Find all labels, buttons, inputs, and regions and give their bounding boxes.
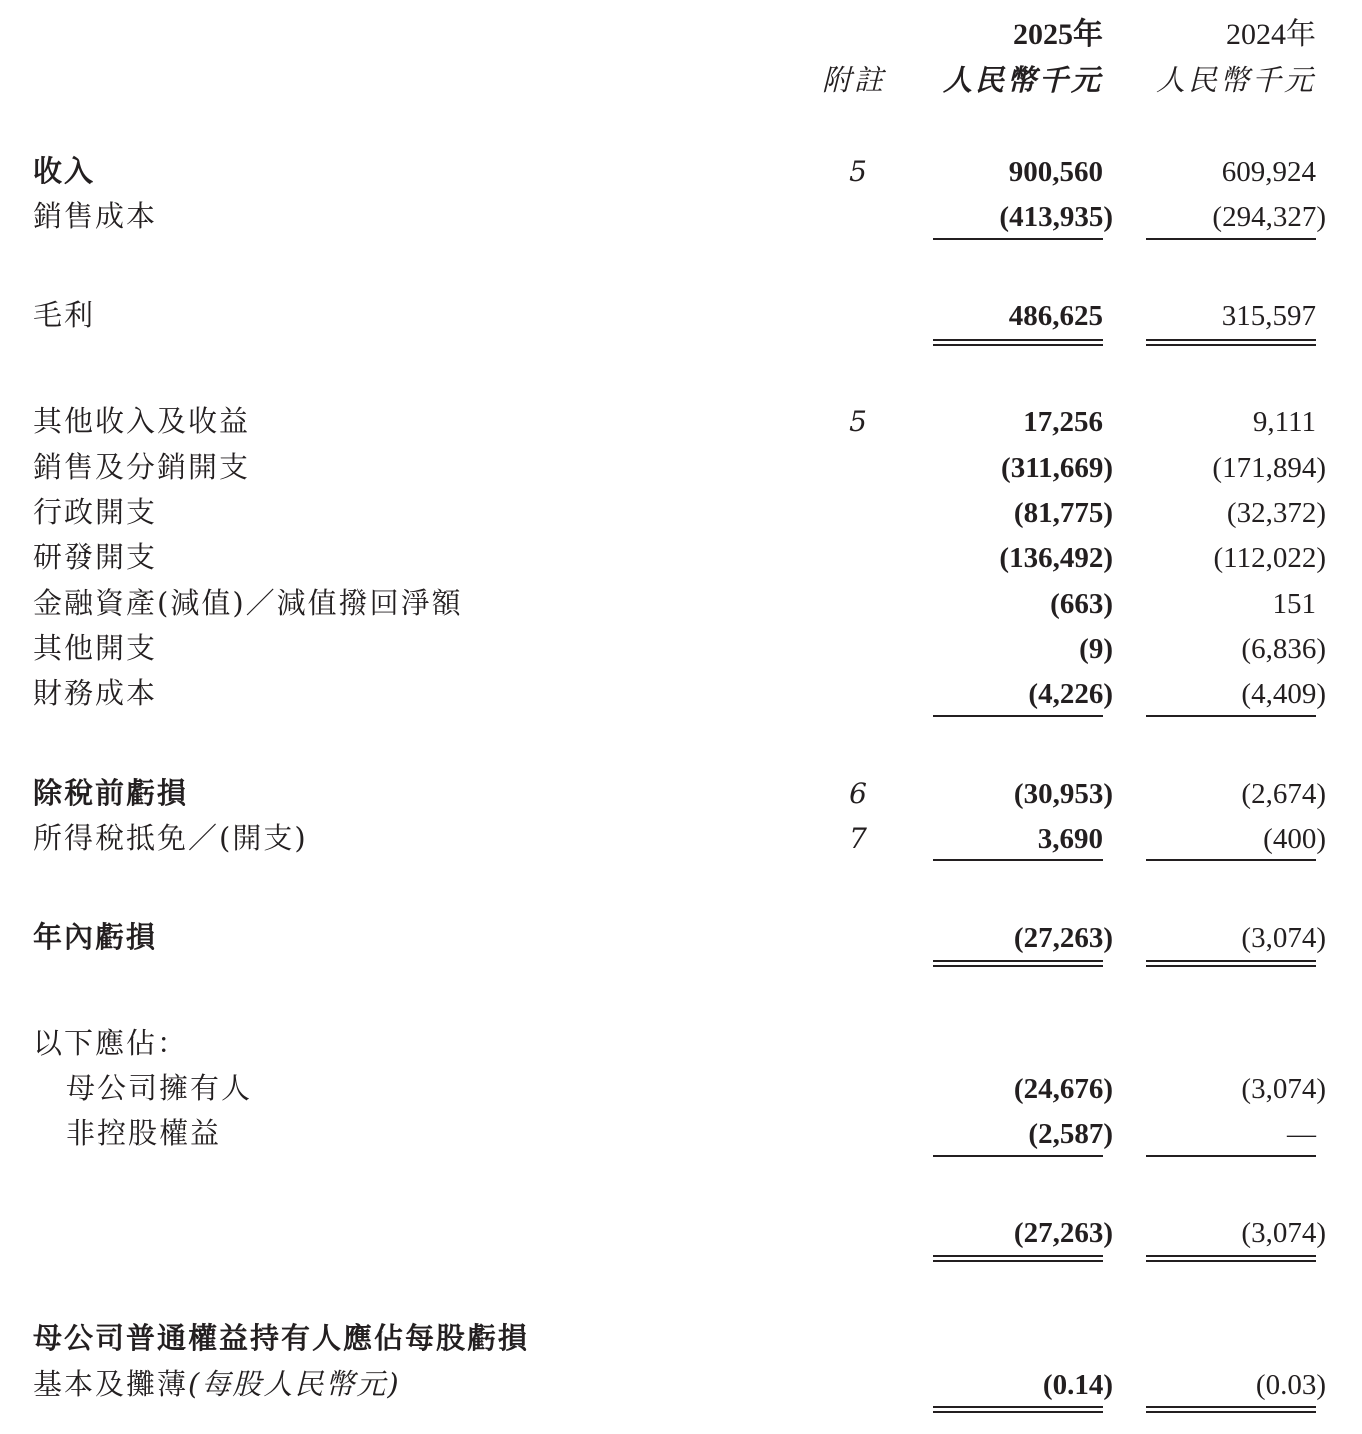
total-double-rule-2025 [933,1406,1103,1413]
value-2024-loss-before-tax: (2,674) [1241,778,1326,810]
value-2025-owners-of-parent: (24,676) [1013,1073,1113,1105]
value-2024-income-tax: (400) [1263,823,1326,855]
row-label-eps-heading: 母公司普通權益持有人應佔每股虧損 [33,1321,530,1355]
subtotal-rule-2024 [1146,238,1316,240]
row-note-revenue: 5 [849,155,867,188]
value-2025-finance-costs: (4,226) [1028,678,1113,710]
value-2025-income-tax: 3,690 [1037,823,1103,855]
value-2025-revenue: 900,560 [1008,156,1103,188]
row-note-loss-before-tax: 6 [849,777,867,810]
subtotal-rule-2024 [1146,859,1316,861]
value-2024-total-attributable: (3,074) [1241,1217,1326,1249]
value-2024-gross-profit: 315,597 [1221,300,1316,332]
value-2025-total-attributable: (27,263) [1013,1217,1113,1249]
value-2025-rd-expenses: (136,492) [999,542,1113,574]
row-label-revenue: 收入 [33,154,96,188]
value-2024-eps: (0.03) [1255,1369,1326,1401]
header-unit-2024: 人民幣千元 [1155,63,1316,97]
total-double-rule-2024 [1146,960,1316,967]
subtotal-rule-2024 [1146,1155,1316,1157]
value-2024-non-controlling: — [1287,1118,1316,1150]
value-2025-eps: (0.14) [1042,1369,1113,1401]
row-label-loss-before-tax: 除稅前虧損 [33,776,189,810]
header-unit-2025: 人民幣千元 [942,63,1103,97]
value-2025-gross-profit: 486,625 [1008,300,1103,332]
row-label-cost-of-sales: 銷售成本 [33,199,158,233]
value-2024-selling-expenses: (171,894) [1212,452,1326,484]
row-label-gross-profit: 毛利 [33,298,96,332]
row-label-finance-costs: 財務成本 [33,676,158,710]
header-note-label: 附註 [822,63,887,97]
row-label-eps-basic-diluted [33,1367,401,1401]
row-label-rd-expenses: 研發開支 [33,540,158,574]
value-2024-finance-costs: (4,409) [1241,678,1326,710]
row-label-other-income: 其他收入及收益 [33,404,251,438]
row-label-other-expenses: 其他開支 [33,631,158,665]
total-double-rule-2025 [933,960,1103,967]
subtotal-rule-2025 [933,238,1103,240]
value-2025-loss-for-year: (27,263) [1013,922,1113,954]
total-double-rule-2024 [1146,1255,1316,1262]
value-2024-impairment: 151 [1272,588,1316,620]
row-label-admin-expenses: 行政開支 [33,495,158,529]
value-2025-other-expenses: (9) [1079,633,1113,665]
value-2024-admin-expenses: (32,372) [1226,497,1326,529]
subtotal-rule-2025 [933,1155,1103,1157]
row-label-impairment: 金融資產(減值)／減值撥回淨額 [33,586,463,620]
subtotal-rule-2025 [933,859,1103,861]
subtotal-rule-2025 [933,715,1103,717]
value-2024-other-income: 9,111 [1252,406,1316,438]
value-2025-loss-before-tax: (30,953) [1013,778,1113,810]
header-year-2024: 2024年 [1226,18,1316,51]
row-label-owners-of-parent: 母公司擁有人 [66,1071,253,1105]
eps-label-unit: (每股人民幣元) [188,1367,401,1401]
value-2024-rd-expenses: (112,022) [1213,542,1326,574]
value-2024-other-expenses: (6,836) [1241,633,1326,665]
value-2025-admin-expenses: (81,775) [1013,497,1113,529]
row-label-income-tax: 所得稅抵免／(開支) [33,821,308,855]
header-year-2025: 2025年 [1013,18,1103,51]
value-2025-selling-expenses: (311,669) [1001,452,1113,484]
row-label-selling-expenses: 銷售及分銷開支 [33,450,251,484]
row-label-attributable-to: 以下應佔： [33,1026,189,1060]
total-double-rule-2024 [1146,339,1316,346]
value-2025-impairment: (663) [1050,588,1113,620]
row-note-income-tax: 7 [849,822,867,855]
eps-label-text: 基本及攤薄 [33,1367,189,1401]
value-2024-owners-of-parent: (3,074) [1241,1073,1326,1105]
value-2025-other-income: 17,256 [1023,406,1103,438]
subtotal-rule-2024 [1146,715,1316,717]
value-2024-revenue: 609,924 [1221,156,1316,188]
total-double-rule-2024 [1146,1406,1316,1413]
value-2025-non-controlling: (2,587) [1028,1118,1113,1150]
value-2024-cost-of-sales: (294,327) [1212,201,1326,233]
row-label-non-controlling: 非控股權益 [66,1116,222,1150]
value-2024-loss-for-year: (3,074) [1241,922,1326,954]
row-note-other-income: 5 [849,405,867,438]
total-double-rule-2025 [933,1255,1103,1262]
row-label-loss-for-year: 年內虧損 [33,920,158,954]
total-double-rule-2025 [933,339,1103,346]
value-2025-cost-of-sales: (413,935) [999,201,1113,233]
